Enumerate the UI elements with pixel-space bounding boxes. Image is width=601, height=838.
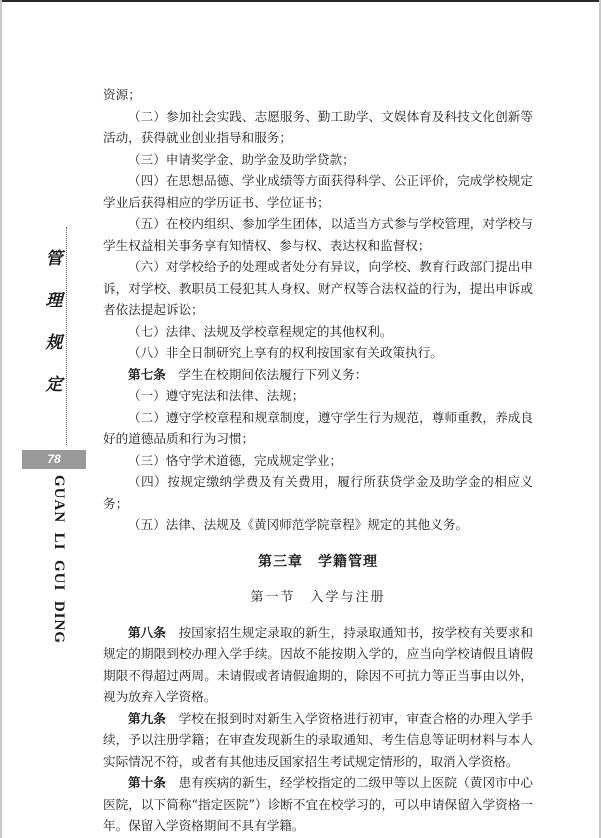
side-title-char: 定 [45, 375, 63, 395]
page-content [103, 84, 533, 837]
dotted-divider [66, 227, 67, 445]
paragraph: （六）对学校给予的处理或者处分有异议，向学校、教育行政部门提出申诉，对学校、教职员工侵犯其人身权、财产权等合法权益的行为，提出申诉或者依法提起诉讼； [103, 259, 533, 317]
side-running-title [40, 238, 68, 406]
article-label: 第十条 [128, 775, 166, 790]
page-left-edge [0, 0, 2, 838]
paragraph: （四）在思想品德、学业成绩等方面获得科学、公正评价，完成学校规定学业后获得相应的学历证书、学位证书； [103, 173, 533, 210]
side-title-char: 规 [45, 333, 63, 353]
article-7 [103, 364, 533, 386]
article-text: 按国家招生规定录取的新生，持录取通知书，按学校有关要求和规定的期限到校办理入学手续。因故不能按期入学的，应当向学校请假且请假期限不得超过两周。未请假或者请假逾期的，除因不可抗力等正当事由以外，视为放弃入学资格。 [103, 624, 534, 704]
paragraph: （三）申请奖学金、助学金及助学贷款； [128, 151, 355, 167]
paragraph: （四）按规定缴纳学费及有关费用，履行所获贷学金及助学金的相应义务； [103, 474, 533, 511]
paragraph: （七）法律、法规及学校章程规定的其他权利。 [128, 323, 393, 339]
article-text: 学校在报到时对新生入学资格进行初审，审查合格的办理入学手续，予以注册学籍；在审查发现新生的录取通知、考生信息等证明材料与本人实际情况不符，或者有其他违反国家招生考试规定情形的，取消入学资格。 [103, 710, 534, 769]
paragraph: （二）参加社会实践、志愿服务、勤工助学、文娱体育及科技文化创新等活动，获得就业创业指导和服务； [103, 108, 533, 145]
side-title-char: 管 [45, 249, 63, 269]
paragraph: （三）恪守学术道德，完成规定学业； [128, 452, 343, 468]
article-text: 患有疾病的新生，经学校指定的二级甲等以上医院（黄冈市中心医院，以下简称“指定医院”）诊断不宜在校学习的，可以申请保留入学资格一年。保留入学资格期间不具有学籍。 [103, 775, 534, 833]
paragraph: （八）非全日制研究上享有的权利按国家有关政策执行。 [128, 345, 443, 360]
pinyin-running-title: GUAN LI GUI DING [51, 475, 67, 645]
paragraph: 资源； [103, 87, 141, 102]
article-label: 第七条 [128, 366, 166, 382]
page-number: 78 [47, 452, 61, 466]
paragraph: （五）在校内组织、参加学生团体，以适当方式参与学校管理，对学校与学生权益相关事务享有知情权、参与权、表达权和监督权； [103, 216, 533, 253]
article-8 [103, 622, 533, 708]
side-title-char: 理 [45, 291, 63, 311]
article-9 [103, 708, 533, 773]
article-label: 第九条 [128, 710, 166, 726]
article-label: 第八条 [128, 624, 166, 640]
article-10 [103, 772, 533, 837]
article-text: 学生在校期间依法履行下列义务： [165, 366, 368, 382]
paragraph: （一）遵守宪法和法律、法规； [128, 388, 305, 403]
page-top-edge [0, 0, 601, 2]
chapter-heading: 第三章 学籍管理 [258, 553, 378, 570]
paragraph: （五）法律、法规及《黄冈师范学院章程》规定的其他义务。 [128, 517, 469, 532]
section-heading: 第一节 入学与注册 [250, 589, 386, 605]
paragraph: （二）遵守学校章程和规章制度，遵守学生行为规范，尊师重教，养成良好的道德品质和行为习惯； [103, 409, 533, 446]
